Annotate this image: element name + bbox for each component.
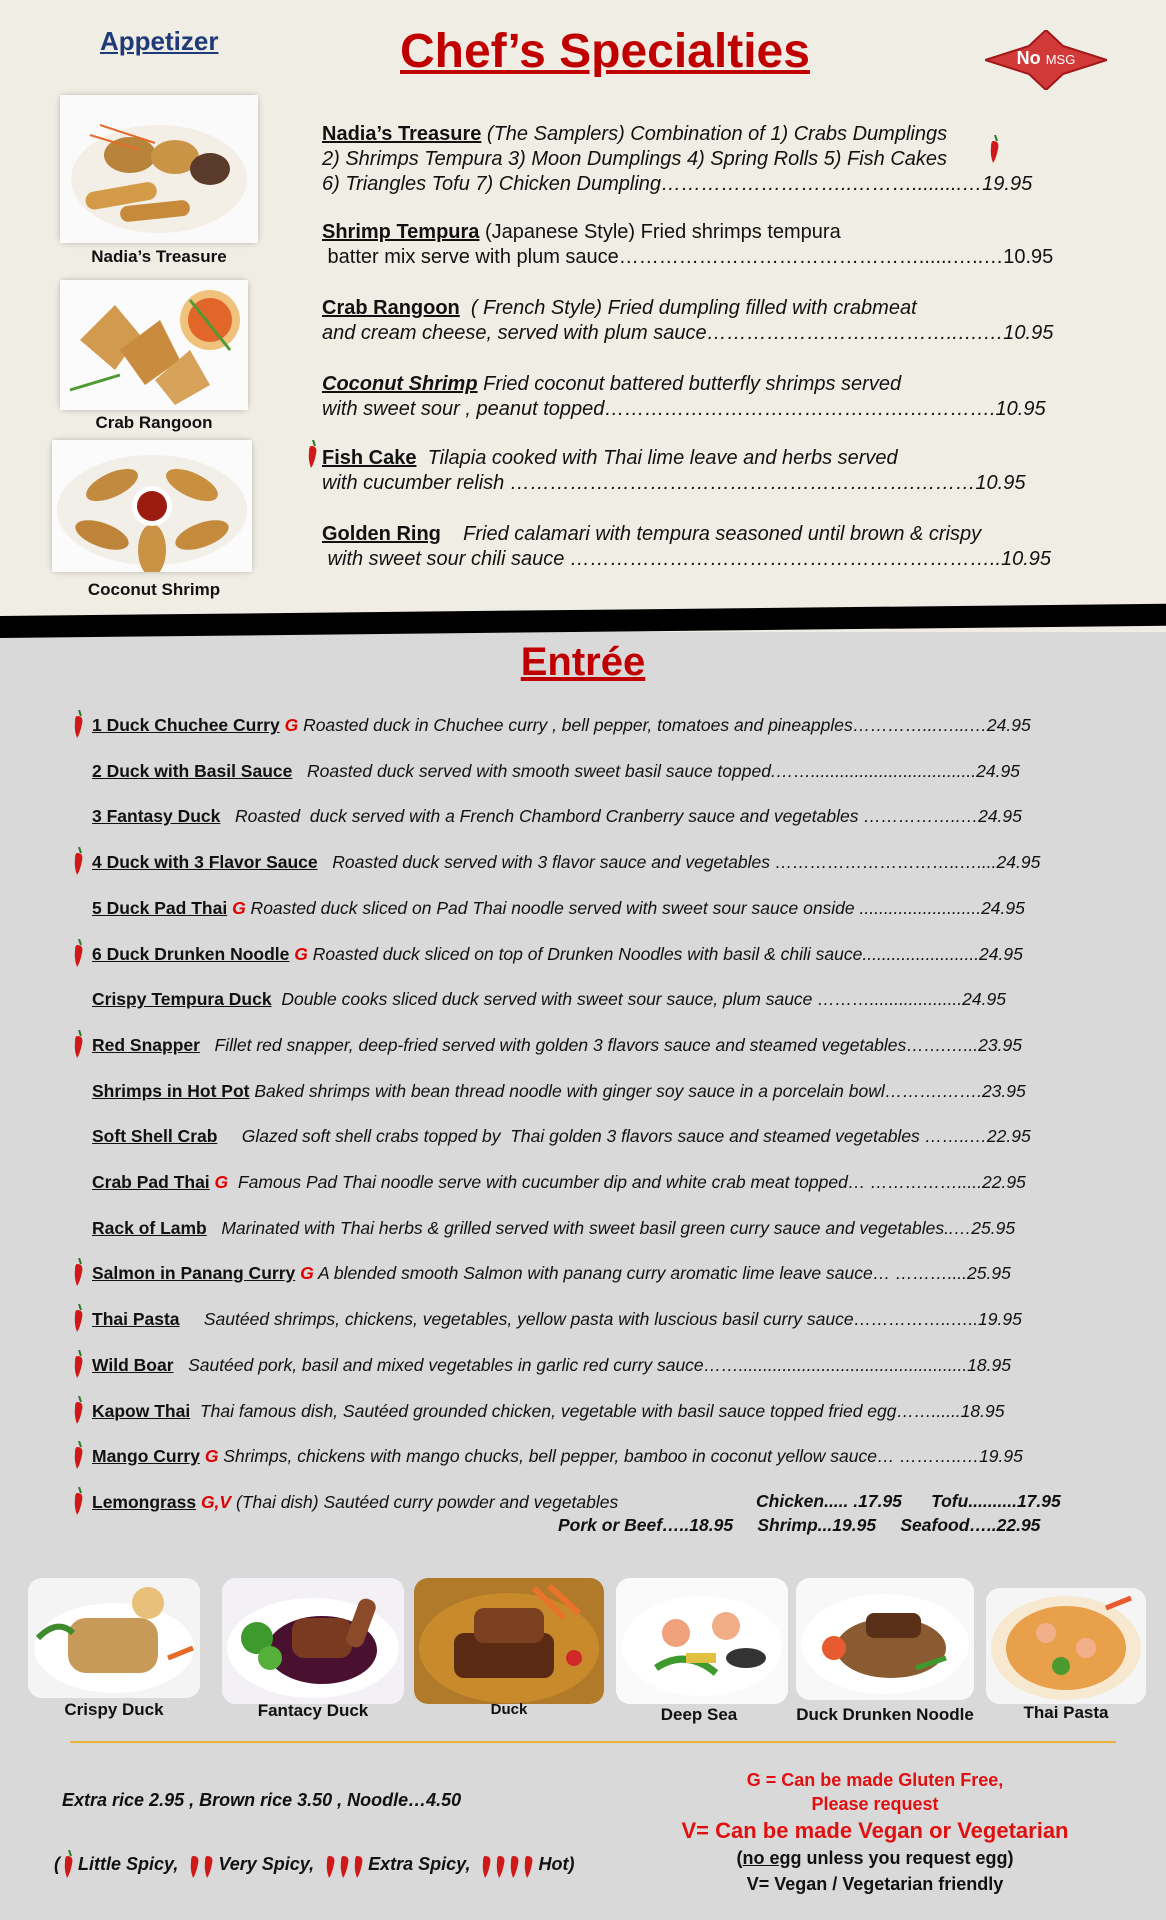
photo-duck bbox=[414, 1578, 604, 1704]
item-name: Fish Cake bbox=[322, 447, 417, 469]
dietary-tag: G bbox=[284, 715, 299, 735]
spice-little: Little Spicy, bbox=[78, 1853, 179, 1874]
entree-item bbox=[92, 1445, 1112, 1467]
item-desc-line: (Japanese Style) Fried shrimps tempura bbox=[485, 221, 841, 243]
entree-heading: Entrée bbox=[520, 640, 646, 684]
food-plate-icon bbox=[222, 1578, 404, 1704]
four-chili-icon bbox=[480, 1850, 536, 1878]
appetizer-item-nadias-treasure bbox=[322, 122, 1082, 197]
entree-item bbox=[92, 1171, 1112, 1193]
item-desc-line: 2) Shrimps Tempura 3) Moon Dumplings 4) Spring Rolls 5) Fish Cakes bbox=[322, 148, 948, 170]
dietary-tag: G bbox=[214, 1172, 229, 1192]
entree-item bbox=[92, 1217, 1112, 1239]
spice-extra: Extra Spicy, bbox=[368, 1853, 471, 1874]
entree-item-desc: Double cooks sliced duck served with sweet sour sauce, plum sauce ………...................24.95 bbox=[271, 989, 1006, 1009]
food-plate-icon bbox=[986, 1588, 1146, 1704]
dietary-tag: G bbox=[204, 1446, 219, 1466]
item-desc-line: with cucumber relish …………………………………………………….………10.95 bbox=[322, 472, 1026, 494]
no-msg-text: No bbox=[1016, 48, 1041, 68]
item-desc-line: with sweet sour , peanut topped……………………………………….………….10.95 bbox=[322, 398, 1046, 420]
entree-item-desc: Roasted duck served with a French Chambord Cranberry sauce and vegetables ……………..…24.95 bbox=[220, 806, 1022, 826]
chili-pepper-icon bbox=[306, 440, 320, 468]
entree-item-desc: Roasted duck in Chuchee curry , bell pepper, tomatoes and pineapples…………...…...…24.95 bbox=[298, 715, 1031, 735]
entree-item-desc: (Thai dish) Sautéed curry powder and vegetables bbox=[231, 1492, 619, 1512]
item-desc-line: with sweet sour chili sauce ………………………………………………………..10.95 bbox=[322, 548, 1052, 570]
no-msg-badge bbox=[985, 30, 1107, 90]
chili-pepper-icon bbox=[72, 1441, 86, 1469]
spice-legend-open: ( bbox=[54, 1853, 60, 1874]
food-plate-icon bbox=[796, 1578, 974, 1700]
entree-item-name: Salmon in Panang Curry bbox=[92, 1263, 296, 1283]
entree-item-desc: Shrimps, chickens with mango chucks, bell pepper, bamboo in coconut yellow sauce… ………..…19.95 bbox=[218, 1446, 1023, 1466]
photo-crab-rangoon bbox=[60, 280, 248, 410]
spice-legend bbox=[54, 1850, 574, 1878]
caption-crispy-duck: Crispy Duck bbox=[64, 1700, 164, 1719]
entree-item-name: Crispy Tempura Duck bbox=[92, 989, 272, 1009]
spice-very: Very Spicy, bbox=[218, 1853, 315, 1874]
food-plate-icon bbox=[60, 280, 248, 410]
entree-item bbox=[92, 1308, 1112, 1330]
entree-item-name: Lemongrass bbox=[92, 1492, 197, 1512]
appetizer-item-shrimp-tempura bbox=[322, 220, 1082, 270]
entree-item-desc: Roasted duck served with smooth sweet basil sauce topped.……..................................24.95 bbox=[292, 761, 1020, 781]
food-plate-icon bbox=[60, 95, 258, 243]
entree-item-name: Thai Pasta bbox=[92, 1309, 180, 1329]
chili-pepper-icon bbox=[72, 1350, 86, 1378]
entree-item bbox=[92, 851, 1112, 873]
entree-item-name: Soft Shell Crab bbox=[92, 1126, 218, 1146]
entree-item-name: Shrimps in Hot Pot bbox=[92, 1081, 250, 1101]
entree-item-desc: Roasted duck served with 3 flavor sauce and vegetables …………………………..…....24.95 bbox=[317, 852, 1041, 872]
entree-item-desc: Famous Pad Thai noodle serve with cucumber dip and white crab meat topped… …………….....22.95 bbox=[228, 1172, 1026, 1192]
chili-pepper-icon bbox=[72, 847, 86, 875]
item-name: Nadia’s Treasure bbox=[322, 123, 482, 145]
no-egg-note: (no egg unless you request egg) bbox=[736, 1848, 1014, 1868]
entree-item-name: Rack of Lamb bbox=[92, 1218, 207, 1238]
entree-item-name: 5 Duck Pad Thai bbox=[92, 898, 228, 918]
lemongrass-prices-row1: Chicken..... .17.95 Tofu..........17.95 bbox=[756, 1491, 1061, 1511]
item-name: Golden Ring bbox=[322, 523, 441, 545]
entree-item-name: Red Snapper bbox=[92, 1035, 200, 1055]
entree-item bbox=[92, 1400, 1112, 1422]
appetizer-heading: Appetizer bbox=[100, 26, 219, 56]
item-desc-line: (The Samplers) Combination of 1) Crabs Dumplings bbox=[486, 123, 948, 145]
entree-item-name: Mango Curry bbox=[92, 1446, 200, 1466]
photo-fantacy-duck bbox=[222, 1578, 404, 1704]
entree-item-name: 1 Duck Chuchee Curry bbox=[92, 715, 280, 735]
food-plate-icon bbox=[28, 1578, 200, 1698]
lemongrass-prices-row2: Pork or Beef…..18.95 Shrimp...19.95 Seafood…..22.95 bbox=[558, 1515, 1041, 1535]
entree-item bbox=[92, 1034, 1112, 1056]
item-desc-line: batter mix serve with plum sauce………………………………………......…..…10.95 bbox=[322, 246, 1054, 268]
entree-item-name: Crab Pad Thai bbox=[92, 1172, 210, 1192]
entree-item-name: 3 Fantasy Duck bbox=[92, 806, 221, 826]
item-name: Coconut Shrimp bbox=[322, 373, 478, 395]
caption-duck: Duck bbox=[490, 1701, 528, 1718]
appetizer-item-golden-ring bbox=[322, 522, 1082, 572]
photo-duck-drunken-noodle bbox=[796, 1578, 974, 1700]
entree-item bbox=[92, 897, 1112, 919]
entree-item bbox=[92, 1262, 1112, 1284]
entree-item-desc: Baked shrimps with bean thread noodle with ginger soy sauce in a porcelain bowl……….…….23.95 bbox=[249, 1081, 1026, 1101]
caption-deep-sea: Deep Sea bbox=[660, 1705, 738, 1724]
vegan-note: V= Can be made Vegan or Vegetarian bbox=[681, 1818, 1069, 1843]
entree-item-desc: Roasted duck sliced on top of Drunken Noodles with basil & chili sauce........................24.95 bbox=[307, 944, 1023, 964]
entree-item-name: Kapow Thai bbox=[92, 1401, 191, 1421]
chili-pepper-icon bbox=[62, 1850, 76, 1878]
item-name: Shrimp Tempura bbox=[322, 221, 480, 243]
entree-item-name: 2 Duck with Basil Sauce bbox=[92, 761, 293, 781]
chili-pepper-icon bbox=[72, 1304, 86, 1332]
entree-item-desc: Roasted duck sliced on Pad Thai noodle served with sweet sour sauce onside .........................24.95 bbox=[245, 898, 1025, 918]
caption-thai-pasta: Thai Pasta bbox=[1023, 1703, 1109, 1722]
dietary-tag: G,V bbox=[200, 1492, 232, 1512]
item-desc-line: Tilapia cooked with Thai lime leave and herbs served bbox=[422, 447, 898, 469]
item-desc-line: Fried coconut battered butterfly shrimps served bbox=[483, 373, 902, 395]
entree-item-desc: Glazed soft shell crabs topped by Thai golden 3 flavors sauce and steamed vegetables ……..…22.95 bbox=[217, 1126, 1031, 1146]
photo-nadias-treasure bbox=[60, 95, 258, 243]
entree-item bbox=[92, 714, 1112, 736]
entree-item bbox=[92, 943, 1112, 965]
photo-crispy-duck bbox=[28, 1578, 200, 1698]
three-chili-icon bbox=[324, 1850, 366, 1878]
caption-crab-rangoon: Crab Rangoon bbox=[95, 413, 213, 432]
item-desc-line: Fried calamari with tempura seasoned until brown & crispy bbox=[446, 523, 982, 545]
entree-item bbox=[92, 760, 1112, 782]
entree-item-desc: A blended smooth Salmon with panang curry aromatic lime leave sauce… ………....25.95 bbox=[313, 1263, 1011, 1283]
footer-divider bbox=[70, 1741, 1116, 1743]
caption-coconut-shrimp: Coconut Shrimp bbox=[87, 580, 221, 599]
item-desc-line: 6) Triangles Tofu 7) Chicken Dumpling………………………..……….........…19.95 bbox=[322, 173, 1033, 195]
food-plate-icon bbox=[414, 1578, 604, 1704]
gluten-request-note: Please request bbox=[811, 1794, 939, 1814]
photo-coconut-shrimp bbox=[52, 440, 252, 572]
no-msg-small: MSG bbox=[1045, 52, 1076, 67]
entree-item bbox=[92, 1354, 1112, 1376]
chili-pepper-icon bbox=[72, 939, 86, 967]
chili-pepper-icon bbox=[72, 1487, 86, 1515]
chili-pepper-icon bbox=[72, 1030, 86, 1058]
entree-item-desc: Marinated with Thai herbs & grilled served with sweet basil green curry sauce and vegetables..…25.95 bbox=[206, 1218, 1016, 1238]
extras-prices: Extra rice 2.95 , Brown rice 3.50 , Noodle…4.50 bbox=[62, 1790, 462, 1810]
item-desc-line: ( French Style) Fried dumpling filled with crabmeat bbox=[465, 297, 917, 319]
chili-pepper-icon bbox=[72, 710, 86, 738]
appetizer-item-fish-cake bbox=[322, 446, 1082, 496]
food-plate-icon bbox=[616, 1578, 788, 1704]
dietary-tag: G bbox=[294, 944, 308, 964]
food-plate-icon bbox=[52, 440, 252, 572]
caption-nadias-treasure: Nadia’s Treasure bbox=[91, 247, 227, 266]
caption-duck-drunken-noodle: Duck Drunken Noodle bbox=[796, 1705, 974, 1724]
entree-item-desc: Sautéed pork, basil and mixed vegetables in garlic red curry sauce……...............................................18.95 bbox=[173, 1355, 1011, 1375]
two-chili-icon bbox=[188, 1850, 216, 1878]
entree-item bbox=[92, 1125, 1112, 1147]
entree-item-desc: Thai famous dish, Sautéed grounded chicken, vegetable with basil sauce topped fried egg……......18.95 bbox=[190, 1401, 1005, 1421]
entree-item-desc: Fillet red snapper, deep-fried served with golden 3 flavors sauce and steamed vegetables…….…...23.95 bbox=[199, 1035, 1022, 1055]
chef-specialties-title: Chef’s Specialties bbox=[400, 25, 810, 78]
dietary-tag: G bbox=[300, 1263, 314, 1283]
vegan-friendly-note: V= Vegan / Vegetarian friendly bbox=[746, 1874, 1004, 1894]
entree-item bbox=[92, 1080, 1112, 1102]
chili-pepper-icon bbox=[988, 135, 1002, 163]
photo-deep-sea bbox=[616, 1578, 788, 1704]
chili-pepper-icon bbox=[72, 1396, 86, 1424]
entree-item-name: 4 Duck with 3 Flavor Sauce bbox=[92, 852, 318, 872]
entree-item-name: Wild Boar bbox=[92, 1355, 174, 1375]
entree-item bbox=[92, 988, 1112, 1010]
photo-thai-pasta bbox=[986, 1588, 1146, 1704]
dietary-tag: G bbox=[232, 898, 246, 918]
spice-hot: Hot) bbox=[538, 1853, 575, 1874]
item-name: Crab Rangoon bbox=[322, 297, 460, 319]
item-desc-line: and cream cheese, served with plum sauce………………………………..….…10.95 bbox=[322, 322, 1054, 344]
entree-item-name: 6 Duck Drunken Noodle bbox=[92, 944, 290, 964]
gluten-free-note: G = Can be made Gluten Free, bbox=[746, 1770, 1004, 1790]
caption-fantacy-duck: Fantacy Duck bbox=[257, 1701, 369, 1720]
appetizer-item-coconut-shrimp bbox=[322, 372, 1082, 422]
entree-item-desc: Sautéed shrimps, chickens, vegetables, yellow pasta with luscious basil curry sauce……………..…..19.95 bbox=[179, 1309, 1022, 1329]
chili-pepper-icon bbox=[72, 1258, 86, 1286]
appetizer-item-crab-rangoon bbox=[322, 296, 1082, 346]
entree-item bbox=[92, 805, 1112, 827]
